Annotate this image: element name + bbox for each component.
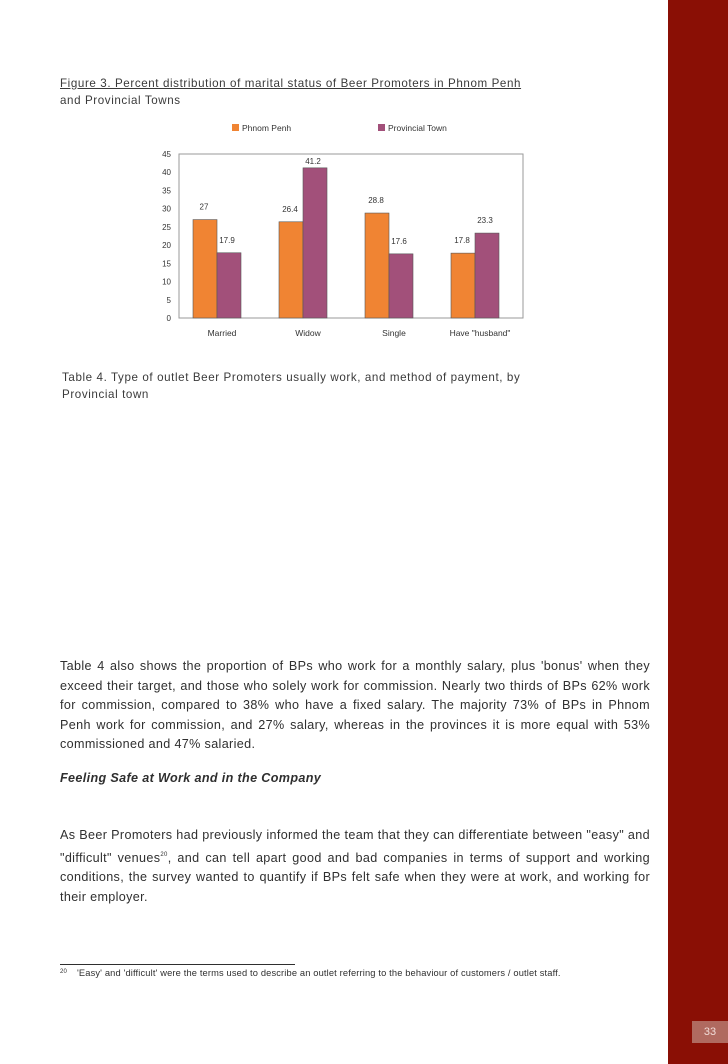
legend-label: Phnom Penh (242, 123, 292, 133)
bar (303, 168, 327, 318)
data-label: 28.8 (368, 196, 384, 206)
page-number: 33 (692, 1021, 728, 1043)
x-tick-label: Single (382, 328, 406, 338)
marital-status-bar-chart (140, 118, 540, 348)
bar (451, 253, 475, 318)
bar (389, 254, 413, 318)
y-tick-label: 30 (162, 204, 171, 214)
page-margin-band (668, 0, 728, 1064)
figure-caption-line2: and Provincial Towns (60, 94, 181, 107)
section-heading: Feeling Safe at Work and in the Company (60, 771, 322, 785)
y-tick-label: 15 (162, 259, 171, 269)
table-caption-line2: Provincial town (62, 388, 149, 401)
data-label: 41.2 (305, 156, 321, 166)
x-tick-label: Have "husband" (449, 328, 511, 338)
y-tick-label: 25 (162, 222, 171, 232)
data-label: 26.4 (282, 204, 298, 214)
footnote-divider (60, 964, 295, 965)
data-label: 23.3 (477, 216, 493, 226)
footnote (60, 968, 561, 978)
figure-caption-line1: Figure 3. Percent distribution of marital status of Beer Promoters in Phnom Penh (60, 77, 522, 90)
data-label: 17.9 (219, 235, 235, 245)
data-label: 17.6 (391, 236, 407, 246)
bar (475, 233, 499, 318)
bar (365, 213, 389, 318)
bar (193, 220, 217, 318)
y-tick-label: 40 (162, 168, 171, 178)
legend-label: Provincial Town (388, 123, 447, 133)
legend-swatch (232, 124, 239, 131)
y-tick-label: 10 (162, 277, 171, 287)
figure-caption (60, 75, 580, 109)
y-tick-label: 45 (162, 150, 171, 159)
bar (217, 253, 241, 318)
table-caption (62, 369, 582, 403)
x-tick-label: Widow (295, 328, 321, 338)
bar (279, 222, 303, 318)
paragraph-text: , and can tell apart good and bad companies in terms of support and working conditions, the survey wanted to quantify if BPs felt safe when they were at work, and working for their employer. (60, 850, 650, 904)
y-tick-label: 0 (166, 314, 171, 323)
x-tick-label: Married (207, 328, 237, 338)
paragraph-text: As Beer Promoters had previously informed the team that they can differentiate between "easy" and "difficult" venues (60, 828, 650, 865)
footnote-reference: 20 (160, 851, 168, 858)
footnote-text: 'Easy' and 'difficult' were the terms used to describe an outlet referring to the behaviour of customers / outlet staff. (76, 968, 561, 978)
y-tick-label: 20 (162, 241, 171, 251)
table-caption-line1: Table 4. Type of outlet Beer Promoters usually work, and method of payment, by (62, 371, 521, 384)
footnote-mark: 20 (60, 969, 67, 975)
y-tick-label: 5 (166, 295, 171, 305)
body-paragraph (60, 826, 650, 907)
body-paragraph: Table 4 also shows the proportion of BPs who work for a monthly salary, plus 'bonus' when they exceed their target, and those who solely work for commission. Nearly two thirds of BPs 62% work for commission, compared to 38% who have a fixed salary. The majority 73% of BPs in Phnom Penh work for commission, and 27% salary, whereas in the provinces it is more equal with 53% commissioned and 47% salaried. (60, 659, 650, 751)
y-tick-label: 35 (162, 186, 171, 196)
data-label: 27 (199, 202, 209, 212)
legend-swatch (378, 124, 385, 131)
data-label: 17.8 (454, 236, 470, 246)
